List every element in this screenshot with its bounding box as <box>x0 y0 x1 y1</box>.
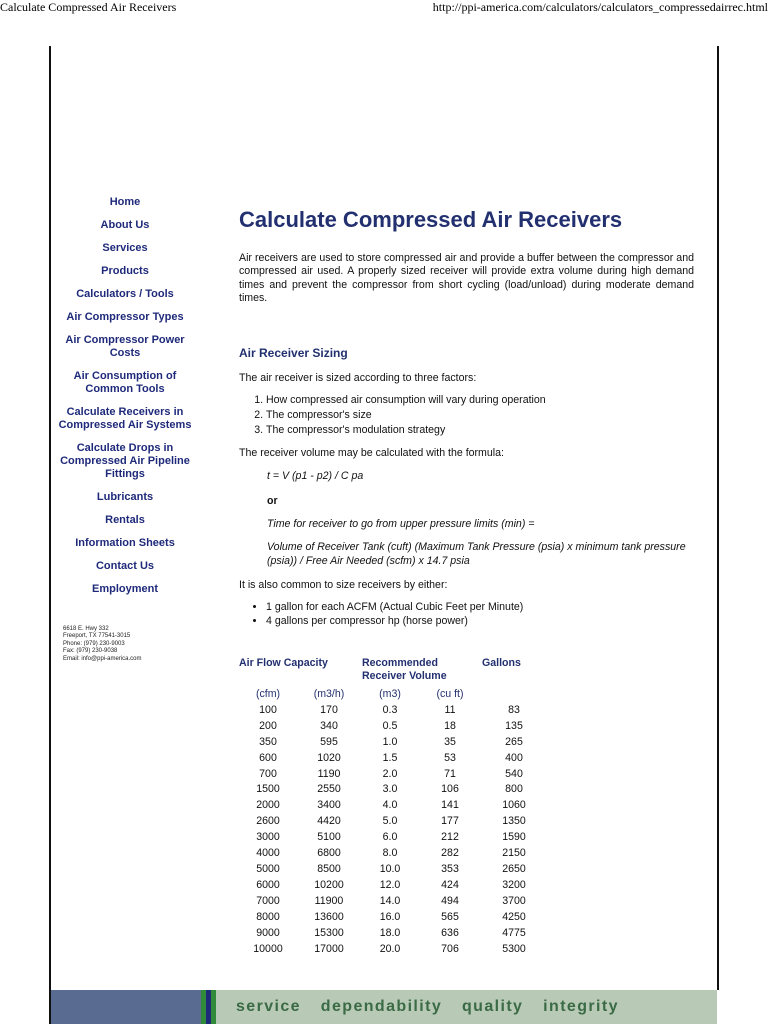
main-content <box>239 206 694 628</box>
table-cell: 424 <box>441 878 459 891</box>
table-row <box>239 878 547 894</box>
factor-item: 2. The compressor's size <box>266 408 694 423</box>
table-cell: 20.0 <box>379 942 401 955</box>
unit-m3: (m3) <box>379 688 401 700</box>
table-cell: 11900 <box>314 894 344 907</box>
table-cell: 3.0 <box>382 783 398 796</box>
receiver-sizing-table <box>239 657 547 957</box>
factors-list <box>239 393 694 438</box>
table-header-row <box>239 657 547 687</box>
table-cell: 200 <box>259 719 277 732</box>
table-cell: 540 <box>505 767 523 780</box>
nav-products[interactable]: Products <box>101 265 149 277</box>
table-row <box>239 814 547 830</box>
table-cell: 14.0 <box>379 894 401 907</box>
header-gallons: Gallons <box>482 657 521 669</box>
table-cell: 350 <box>259 735 277 748</box>
table-cell: 265 <box>505 735 523 748</box>
print-header <box>0 0 768 16</box>
table-cell: 2150 <box>502 847 526 860</box>
factors-intro: The air receiver is sized according to three factors: <box>239 371 477 384</box>
nav-services[interactable]: Services <box>102 242 148 254</box>
address-fax: Fax: (979) 230-9038 <box>63 648 118 655</box>
table-row <box>239 862 547 878</box>
table-row <box>239 782 547 798</box>
table-cell: 4000 <box>256 847 280 860</box>
table-cell: 1.0 <box>382 735 398 748</box>
unit-m3h: (m3/h) <box>313 688 345 700</box>
table-cell: 6000 <box>256 878 280 891</box>
table-cell: 494 <box>441 894 459 907</box>
address-city: Freeport, TX 77541-3015 <box>63 633 131 640</box>
table-cell: 16.0 <box>379 910 401 923</box>
table-cell: 1590 <box>502 831 526 844</box>
table-cell: 6800 <box>317 847 341 860</box>
table-cell: 3400 <box>317 799 341 812</box>
footer-banner <box>51 990 717 1024</box>
table-cell: 12.0 <box>379 878 401 891</box>
nav-lubricants[interactable]: Lubricants <box>96 491 154 503</box>
table-cell: 212 <box>441 831 459 844</box>
nav-employment[interactable]: Employment <box>91 583 158 595</box>
footer-tagline: service dependability quality integrity <box>236 998 619 1015</box>
factor-item: 3. The compressor's modulation strategy <box>266 423 694 438</box>
page-title: Calculate Compressed Air Receivers <box>239 207 623 232</box>
nav-calculate-receivers[interactable]: Calculate Receivers in Compressed Air Systems <box>58 406 192 431</box>
nav-about-us[interactable]: About Us <box>100 219 150 231</box>
table-cell: 106 <box>441 783 459 796</box>
table-row <box>239 846 547 862</box>
sizing-rule-item: • 1 gallon for each ACFM (Actual Cubic Feet per Minute) <box>266 600 694 614</box>
nav-information-sheets[interactable]: Information Sheets <box>75 537 175 549</box>
table-cell: 11 <box>444 703 456 716</box>
table-cell: 17000 <box>314 942 344 955</box>
table-row <box>239 942 547 958</box>
receiver-sizing-table-wrap <box>239 657 547 957</box>
table-cell: 2.0 <box>382 767 398 780</box>
table-cell: 400 <box>505 751 523 764</box>
footer-blue-block <box>51 990 201 1024</box>
receiver-formula: t = V (p1 - p2) / C pa <box>267 470 364 483</box>
table-cell: 1.5 <box>382 751 398 764</box>
table-cell: 1060 <box>502 799 526 812</box>
table-cell: 7000 <box>256 894 280 907</box>
table-cell: 141 <box>441 799 459 812</box>
table-cell: 2550 <box>317 783 341 796</box>
address-phone: Phone: (979) 230-9003 <box>63 640 125 647</box>
header-recommended-receiver-volume <box>361 657 481 687</box>
nav-air-compressor-power-costs[interactable]: Air Compressor Power Costs <box>65 334 185 359</box>
table-cell: 706 <box>441 942 459 955</box>
table-cell: 15300 <box>314 926 344 939</box>
table-cell: 340 <box>320 719 338 732</box>
sidebar-nav <box>58 196 192 606</box>
address-email: Email: info@ppi-america.com <box>63 655 142 662</box>
table-row <box>239 910 547 926</box>
page-border-left <box>49 46 51 1024</box>
nav-home[interactable]: Home <box>109 196 141 208</box>
table-cell: 3000 <box>256 831 280 844</box>
table-cell: 2000 <box>256 799 280 812</box>
sizing-rule-item: • 4 gallons per compressor hp (horse power) <box>266 614 694 628</box>
table-row <box>239 926 547 942</box>
table-cell: 10200 <box>314 878 344 891</box>
sizing-rules-list <box>239 600 694 628</box>
table-cell: 5300 <box>502 942 526 955</box>
table-cell: 1190 <box>317 767 341 780</box>
table-cell: 4775 <box>502 926 526 939</box>
header-recommended-receiver-volume-text: Recommended Receiver Volume <box>362 657 447 682</box>
table-cell: 4.0 <box>382 799 398 812</box>
address-street: 6618 E. Hwy 332 <box>63 626 109 632</box>
table-cell: 5100 <box>317 831 341 844</box>
company-address <box>63 626 141 663</box>
table-row <box>239 703 547 719</box>
table-cell: 4250 <box>502 910 526 923</box>
table-cell: 10000 <box>253 942 283 955</box>
common-sizing-intro: It is also common to size receivers by either: <box>239 579 448 592</box>
table-cell: 53 <box>444 751 456 764</box>
print-page-title: Calculate Compressed Air Receivers <box>0 0 177 14</box>
table-cell: 8500 <box>317 862 341 875</box>
table-cell: 1350 <box>502 815 526 828</box>
table-cell: 170 <box>320 703 338 716</box>
table-row <box>239 751 547 767</box>
table-cell: 10.0 <box>379 862 401 875</box>
volume-formula: Volume of Receiver Tank (cuft) (Maximum Tank Pressure (psia) x minimum tank pressure (psia)) / Free Air Needed (scfm) x 14.7 psia <box>267 541 686 567</box>
header-air-flow-capacity: Air Flow Capacity <box>239 657 328 669</box>
table-cell: 18 <box>444 719 456 732</box>
unit-cfm: (cfm) <box>255 688 281 700</box>
table-cell: 0.3 <box>382 703 398 716</box>
table-cell: 71 <box>444 767 456 780</box>
table-cell: 83 <box>508 703 520 716</box>
table-cell: 8000 <box>256 910 280 923</box>
factor-item: 1. How compressed air consumption will vary during operation <box>266 393 694 408</box>
table-cell: 2600 <box>256 815 280 828</box>
table-body <box>239 703 547 958</box>
table-row <box>239 830 547 846</box>
table-cell: 1500 <box>256 783 280 796</box>
table-cell: 3700 <box>502 894 526 907</box>
unit-cuft: (cu ft) <box>436 688 464 700</box>
table-cell: 5000 <box>256 862 280 875</box>
footer-stripe <box>211 990 216 1024</box>
table-cell: 600 <box>259 751 277 764</box>
intro-paragraph: Air receivers are used to store compressed air and provide a buffer between the compressor and compressed air used. A properly sized receiver will provide extra volume during high demand times and prevent the compressor from short cycling (load/unload) during moderate demand times. <box>239 252 694 305</box>
table-cell: 800 <box>505 783 523 796</box>
table-cell: 8.0 <box>382 847 398 860</box>
table-cell: 177 <box>441 815 459 828</box>
time-formula-label: Time for receiver to go from upper pressure limits (min) = <box>267 517 535 530</box>
table-cell: 636 <box>441 926 459 939</box>
table-cell: 35 <box>444 735 456 748</box>
print-page-url: http://ppi-america.com/calculators/calculators_compressedairrec.html <box>432 0 768 14</box>
nav-air-compressor-types[interactable]: Air Compressor Types <box>66 311 184 323</box>
table-cell: 4420 <box>317 815 341 828</box>
table-cell: 3200 <box>502 878 526 891</box>
table-cell: 700 <box>259 767 277 780</box>
table-cell: 13600 <box>314 910 344 923</box>
nav-calculate-drops[interactable]: Calculate Drops in Compressed Air Pipeline Fittings <box>60 442 190 480</box>
table-cell: 2650 <box>502 862 526 875</box>
table-units-row <box>239 687 547 703</box>
page-border-right <box>717 46 719 990</box>
unit-gallons-empty <box>481 687 547 703</box>
formula-intro: The receiver volume may be calculated with the formula: <box>239 447 504 460</box>
table-cell: 595 <box>320 735 338 748</box>
table-row <box>239 735 547 751</box>
table-row <box>239 767 547 783</box>
table-row <box>239 894 547 910</box>
table-cell: 353 <box>441 862 459 875</box>
table-cell: 565 <box>441 910 459 923</box>
table-cell: 100 <box>259 703 277 716</box>
table-cell: 0.5 <box>382 719 398 732</box>
table-cell: 18.0 <box>379 926 401 939</box>
or-label: or <box>267 494 278 507</box>
nav-air-consumption-common-tools[interactable]: Air Consumption of Common Tools <box>73 370 177 395</box>
table-cell: 6.0 <box>382 831 398 844</box>
nav-contact-us[interactable]: Contact Us <box>95 560 155 572</box>
nav-calculators-tools[interactable]: Calculators / Tools <box>76 288 174 300</box>
table-cell: 5.0 <box>382 815 398 828</box>
table-cell: 1020 <box>317 751 341 764</box>
table-row <box>239 719 547 735</box>
table-cell: 282 <box>441 847 459 860</box>
table-cell: 9000 <box>256 926 280 939</box>
table-cell: 135 <box>505 719 523 732</box>
nav-rentals[interactable]: Rentals <box>105 514 145 526</box>
section-title-air-receiver-sizing: Air Receiver Sizing <box>239 345 348 360</box>
table-row <box>239 798 547 814</box>
